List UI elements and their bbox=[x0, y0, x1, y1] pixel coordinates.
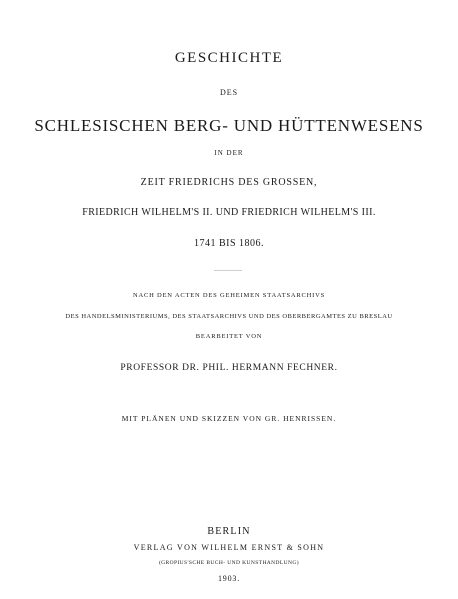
separator-rule bbox=[214, 270, 242, 271]
period-line-2: FRIEDRICH WILHELM'S II. UND FRIEDRICH WILHELM'S III. bbox=[82, 207, 376, 218]
sources-line-1: NACH DEN ACTEN DES GEHEIMEN STAATSARCHIVS bbox=[132, 292, 326, 299]
title-connector: DES bbox=[219, 88, 239, 97]
edited-by-text: BEARBEITET VON bbox=[195, 333, 263, 340]
title-line-1: GESCHICHTE bbox=[174, 50, 284, 66]
imprint-place: BERLIN bbox=[207, 526, 251, 537]
sources-line-2: DES HANDELSMINISTERIUMS, DES STAATSARCHIVS UND DES OBERBERGAMTES ZU BRESLAU bbox=[65, 313, 393, 320]
imprint-year: 1903. bbox=[218, 574, 240, 583]
author-name: PROFESSOR DR. PHIL. HERMANN FECHNER. bbox=[120, 363, 338, 373]
imprint-publisher: VERLAG VON WILHELM ERNST & SOHN bbox=[133, 543, 325, 552]
years-range: 1741 BIS 1806. bbox=[193, 238, 265, 249]
plans-note: MIT PLÄNEN UND SKIZZEN VON GR. HENRISSEN. bbox=[121, 414, 337, 423]
in-der-text: IN DER bbox=[214, 149, 244, 157]
imprint-printer-note: (GROPIUS'SCHE BUCH- UND KUNSTHANDLUNG) bbox=[158, 560, 300, 566]
period-line-1: ZEIT FRIEDRICHS DES GROSSEN, bbox=[140, 177, 318, 188]
title-line-2: SCHLESISCHEN BERG- UND HÜTTENWESENS bbox=[34, 116, 424, 135]
